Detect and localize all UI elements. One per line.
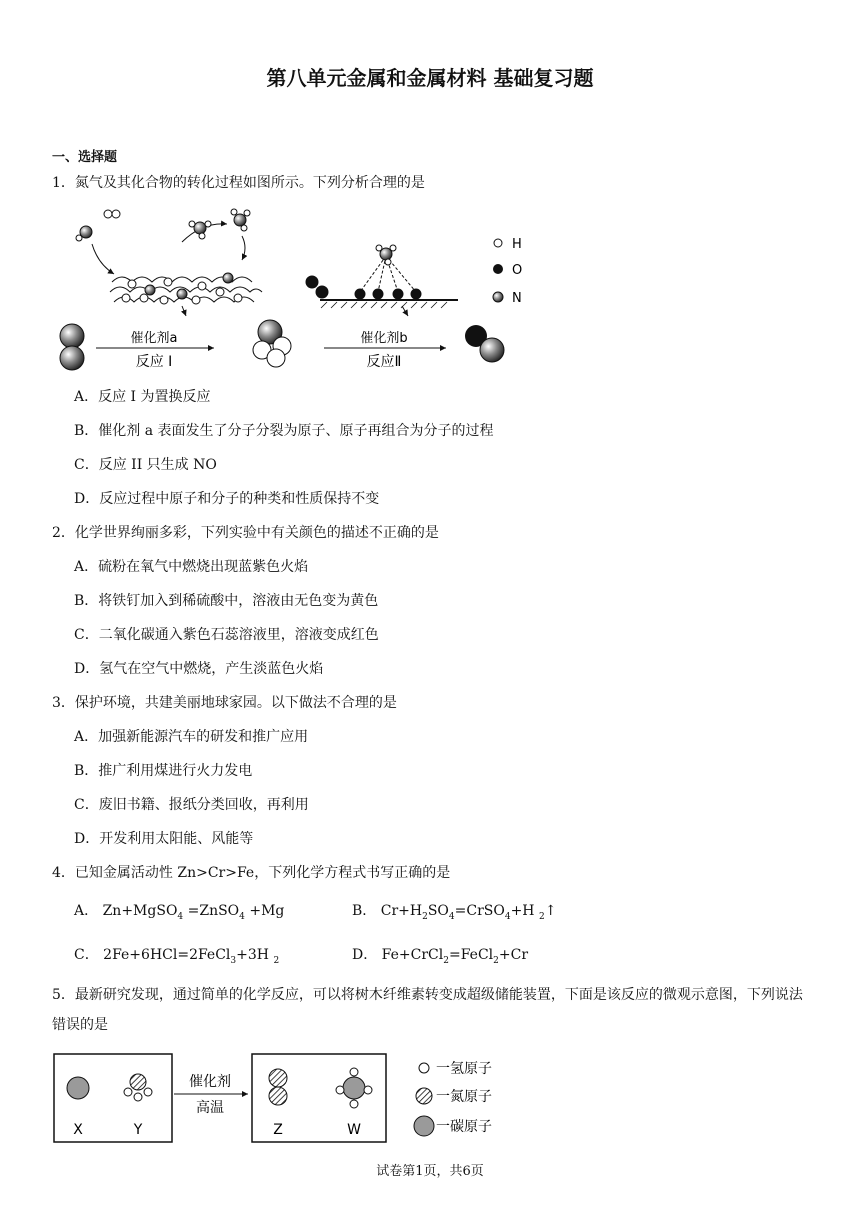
q1-option-b: B．催化剂 a 表面发生了分子分裂为原子、原子再组合为分子的过程: [74, 423, 494, 439]
legend-h: H: [512, 237, 522, 252]
q3-stem: 3．保护环境，共建美丽地球家园。以下做法不合理的是: [52, 695, 397, 711]
legend-hydrogen: 一氢原子: [436, 1061, 492, 1077]
q1-stem: 1．氮气及其化合物的转化过程如图所示。下列分析合理的是: [52, 175, 425, 191]
reaction-1-label: 反应 I: [135, 354, 173, 370]
q1-option-a: A．反应 I 为置换反应: [74, 389, 211, 405]
legend-n: N: [512, 291, 522, 306]
q4-option-d-label: D．: [352, 947, 378, 963]
q3-option-a: A．加强新能源汽车的研发和推广应用: [74, 729, 309, 745]
q4-stem: 4．已知金属活动性 Zn>Cr>Fe，下列化学方程式书写正确的是: [52, 865, 451, 881]
page-footer: 试卷第1页，共6页: [376, 1164, 484, 1179]
high-temp-label: 高温: [196, 1100, 224, 1116]
q4-option-a-label: A．: [74, 903, 99, 919]
label-x: X: [73, 1122, 83, 1138]
q4-option-a: A． Zn+MgSO$_4$ =ZnSO$_4$ +Mg: [74, 903, 285, 922]
q4-option-b: B． $Cr+H_2SO_4=CrSO_4+H$ $_2$↑: [352, 903, 557, 922]
catalyst-label: 催化剂: [189, 1074, 231, 1090]
q3-option-b: B．推广利用煤进行火力发电: [74, 763, 253, 779]
q4-option-c: C． 2Fe+6HCl=2FeCl$_3$+3H $_2$: [74, 947, 280, 966]
section-heading: 一、选择题: [52, 150, 118, 165]
q2-option-a: A．硫粉在氧气中燃烧出现蓝紫色火焰: [74, 559, 309, 575]
label-w: W: [347, 1122, 361, 1138]
label-y: Y: [133, 1122, 143, 1138]
q2-option-d: D．氢气在空气中燃烧，产生淡蓝色火焰: [74, 661, 324, 677]
q2-option-c: C．二氧化碳通入紫色石蕊溶液里，溶液变成红色: [74, 627, 379, 643]
q4-option-d: D． Fe+CrCl$_2$=FeCl$_2$+Cr: [352, 947, 529, 966]
catalyst-a-label: 催化剂a: [130, 331, 178, 346]
q5-figure: [52, 1050, 522, 1145]
reaction-2-label: 反应Ⅱ: [366, 354, 402, 370]
catalyst-b-label: 催化剂b: [360, 331, 408, 346]
page-title: 第八单元金属和金属材料 基础复习题: [266, 66, 594, 90]
q3-option-c: C．废旧书籍、报纸分类回收，再利用: [74, 797, 309, 813]
q2-stem: 2．化学世界绚丽多彩，下列实验中有关颜色的描述不正确的是: [52, 525, 439, 541]
legend-nitrogen: 一氮原子: [436, 1089, 492, 1105]
q1-option-d: D．反应过程中原子和分子的种类和性质保持不变: [74, 491, 380, 507]
q4-option-c-label: C．: [74, 947, 99, 963]
q2-option-b: B．将铁钉加入到稀硫酸中，溶液由无色变为黄色: [74, 593, 379, 609]
legend-carbon: 一碳原子: [436, 1119, 492, 1135]
q1-option-c: C．反应 II 只生成 NO: [74, 457, 217, 473]
q4-option-b-label: B．: [352, 903, 377, 919]
label-z: Z: [273, 1122, 283, 1138]
q1-figure: [52, 202, 552, 372]
q5-stem: 5．最新研究发现，通过简单的化学反应，可以将树木纤维素转变成超级储能装置，下面是该反应的微观示意图，下列说法错误的是: [52, 987, 803, 1033]
q3-option-d: D．开发利用太阳能、风能等: [74, 831, 254, 847]
legend-o: O: [512, 263, 523, 278]
